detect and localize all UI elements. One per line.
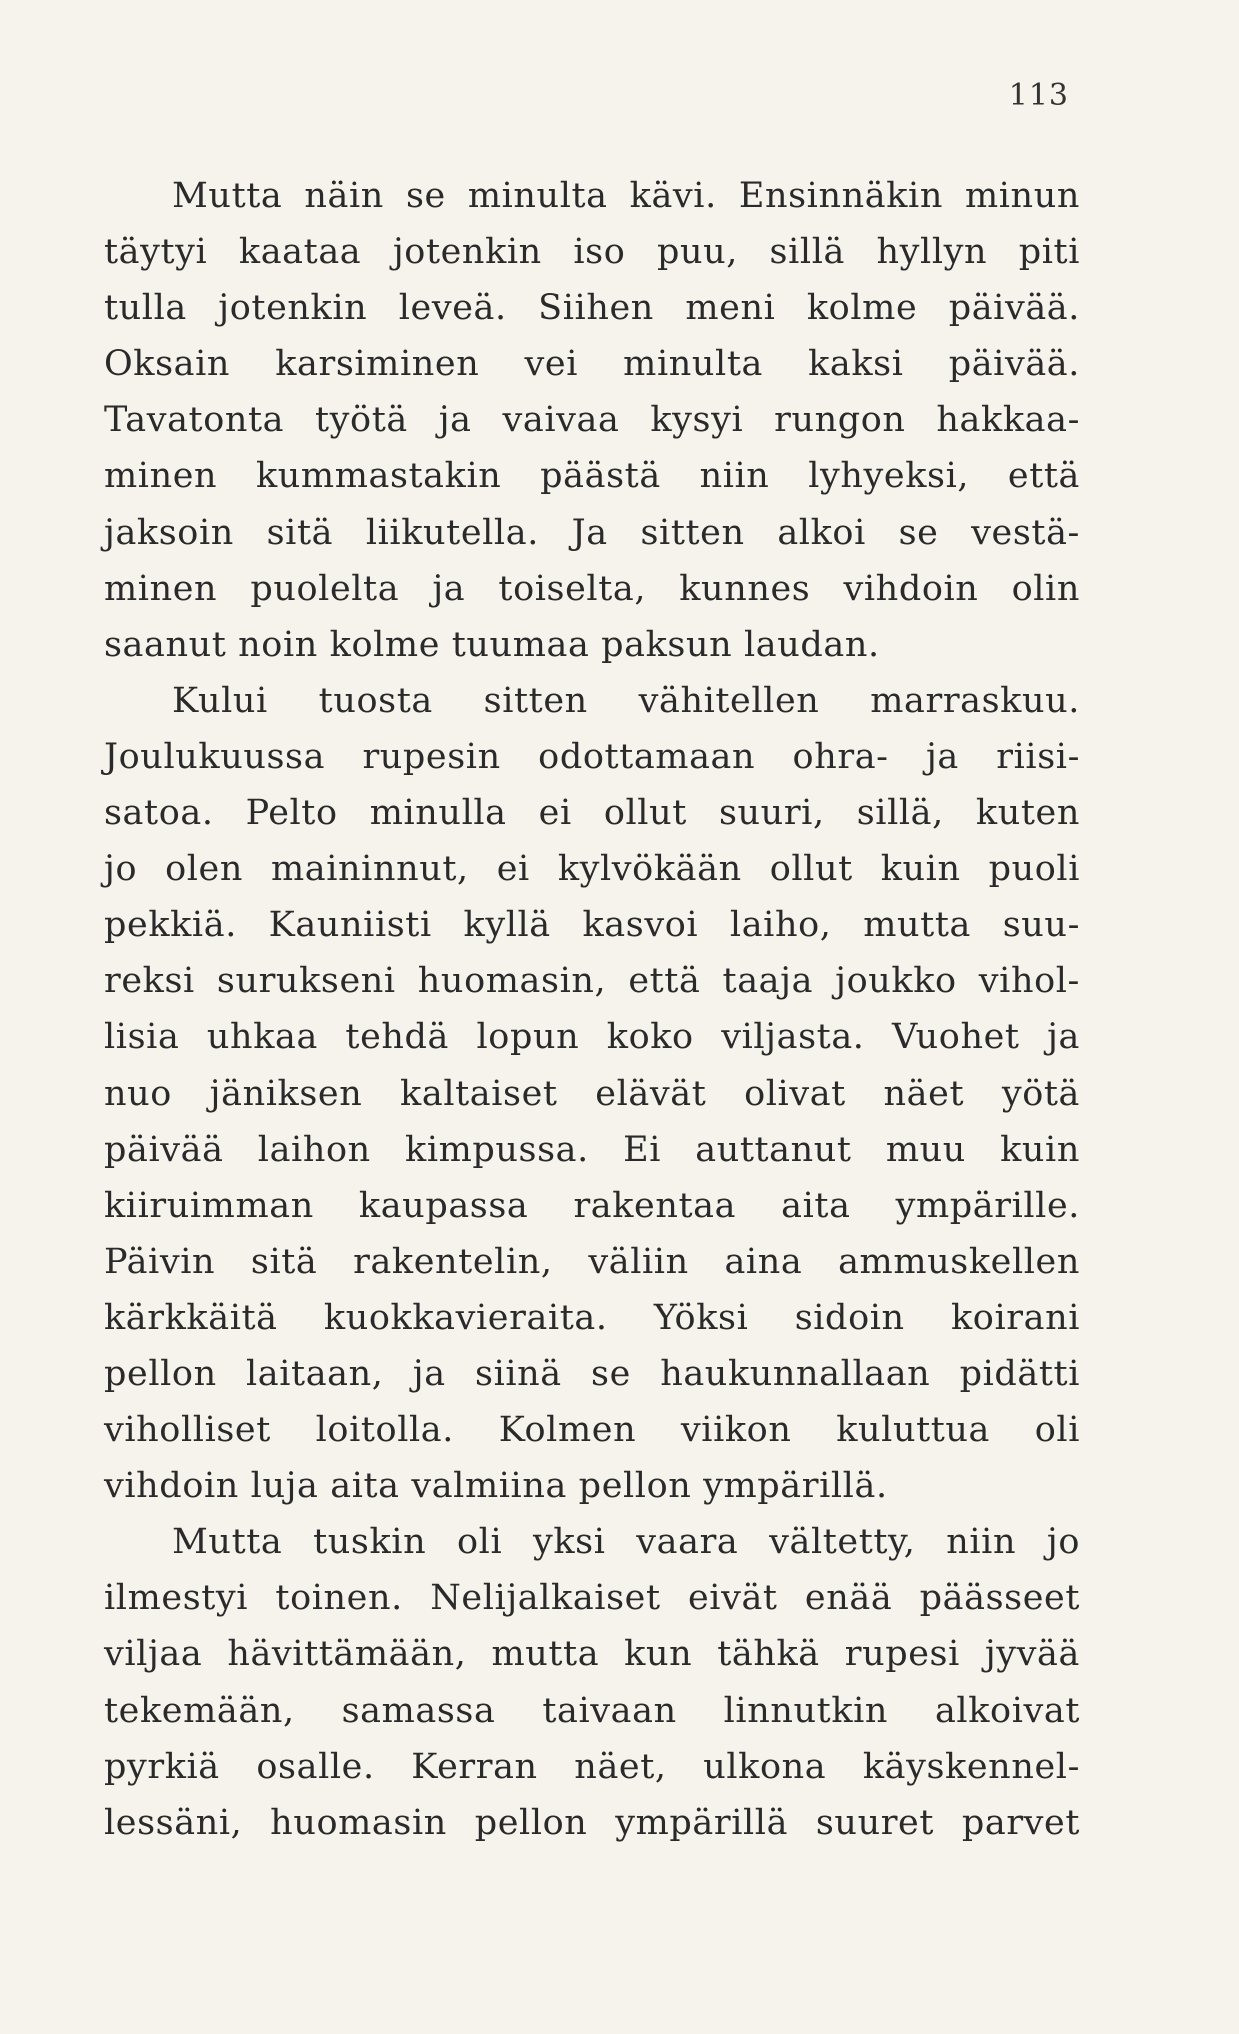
text-line: Päivin sitä rakentelin, väliin aina ammuskellen xyxy=(104,1241,1080,1282)
text-line: kiiruimman kaupassa rakentaa aita ympärille. xyxy=(104,1185,1080,1226)
text-line: ilmestyi toinen. Nelijalkaiset eivät enää päässeet xyxy=(104,1578,1080,1619)
text-line: pellon laitaan, ja siinä se haukunnallaan pidätti xyxy=(104,1353,1080,1394)
text-line: päivää laihon kimpussa. Ei auttanut muu kuin xyxy=(104,1129,1080,1170)
text-line: reksi surukseni huomasin, että taaja joukko vihol- xyxy=(104,961,1080,1002)
text-line: pekkiä. Kauniisti kyllä kasvoi laiho, mutta suu- xyxy=(104,905,1080,946)
text-line: Oksain karsiminen vei minulta kaksi päivää. xyxy=(104,344,1080,385)
text-line: viljaa hävittämään, mutta kun tähkä rupesi jyvää xyxy=(104,1634,1080,1675)
page-number: 113 xyxy=(1008,78,1069,113)
text-line: lessäni, huomasin pellon ympärillä suuret parvet xyxy=(104,1802,1080,1843)
text-line: viholliset loitolla. Kolmen viikon kuluttua oli xyxy=(104,1410,1080,1451)
text-line: Mutta tuskin oli yksi vaara vältetty, niin jo xyxy=(172,1522,1080,1563)
text-line: lisia uhkaa tehdä lopun koko viljasta. Vuohet ja xyxy=(104,1017,1080,1058)
text-line: Kului tuosta sitten vähitellen marraskuu. xyxy=(172,680,1080,721)
text-line: minen puolelta ja toiselta, kunnes vihdoin olin xyxy=(104,568,1080,609)
text-line: jaksoin sitä liikutella. Ja sitten alkoi se vestä- xyxy=(104,512,1080,553)
text-line: satoa. Pelto minulla ei ollut suuri, sillä, kuten xyxy=(104,793,1080,834)
body-text xyxy=(104,168,1080,1851)
text-line: nuo jäniksen kaltaiset elävät olivat näet yötä xyxy=(104,1073,1080,1114)
text-line: vihdoin luja aita valmiina pellon ympärillä. xyxy=(104,1466,888,1507)
text-line: täytyi kaataa jotenkin iso puu, sillä hyllyn piti xyxy=(104,232,1080,273)
text-line: Joulukuussa rupesin odottamaan ohra- ja riisi- xyxy=(104,736,1080,777)
text-line: pyrkiä osalle. Kerran näet, ulkona käyskennel- xyxy=(104,1746,1080,1787)
text-line: Mutta näin se minulta kävi. Ensinnäkin minun xyxy=(172,176,1080,216)
text-line: jo olen maininnut, ei kylvökään ollut kuin puoli xyxy=(104,849,1080,890)
text-line: kärkkäitä kuokkavieraita. Yöksi sidoin koirani xyxy=(104,1297,1080,1338)
text-line: tekemään, samassa taivaan linnutkin alkoivat xyxy=(104,1690,1080,1731)
text-line: saanut noin kolme tuumaa paksun laudan. xyxy=(104,624,880,665)
text-line: minen kummastakin päästä niin lyhyeksi, että xyxy=(104,456,1080,497)
text-line: Tavatonta työtä ja vaivaa kysyi rungon hakkaa- xyxy=(104,400,1080,441)
text-line: tulla jotenkin leveä. Siihen meni kolme päivää. xyxy=(104,288,1080,329)
